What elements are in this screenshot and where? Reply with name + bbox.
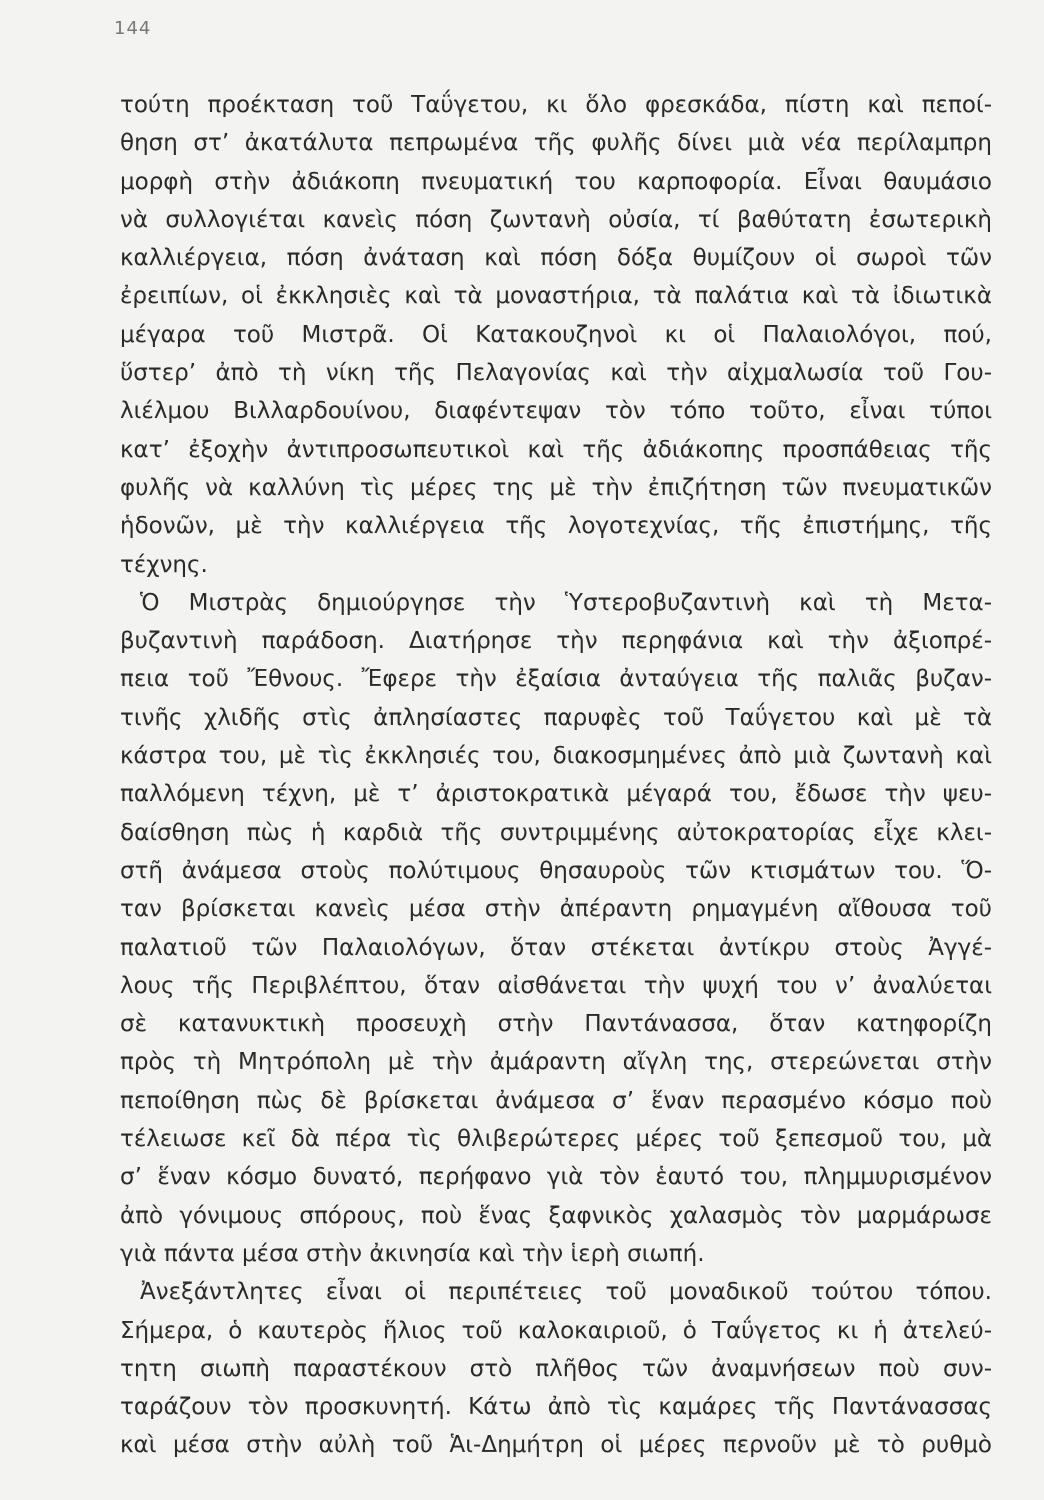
text-line: δαίσθηση πὼς ἡ καρδιὰ τῆς συντριμμένης αὐτοκρατορίας εἶχε κλει- (120, 819, 992, 846)
text-line: ταν βρίσκεται κανεὶς μέσα στὴν ἀπέραντη ρημαγμένη αἴθουσα τοῦ (120, 896, 992, 923)
text-line: καλλιέργεια, πόση ἀνάταση καὶ πόση δόξα θυμίζουν οἱ σωροὶ τῶν (120, 245, 992, 272)
text-line: τινῆς χλιδῆς στὶς ἀπλησίαστες παρυφὲς τοῦ Ταΰγετου καὶ μὲ τὰ (120, 704, 992, 731)
text-line: παλλόμενη τέχνη, μὲ τ’ ἀριστοκρατικὰ μέγαρά του, ἔδωσε τὴν ψευ- (120, 781, 992, 808)
text-line: κατ’ ἐξοχὴν ἀντιπροσωπευτικοὶ καὶ τῆς ἀδιάκοπης προσπάθειας τῆς (120, 436, 992, 463)
text-line: Ὁ Μιστρὰς δημιούργησε τὴν Ὑστεροβυζαντινὴ καὶ τὴ Μετα- (140, 589, 992, 616)
text-line: σὲ κατανυκτικὴ προσευχὴ στὴν Παντάνασσα, ὅταν κατηφορίζη (120, 1011, 992, 1038)
text-line: λιέλμου Βιλλαρδουίνου, διαφέντεψαν τὸν τόπο τοῦτο, εἶναι τύποι (120, 398, 992, 425)
text-line: ὕστερ’ ἀπὸ τὴ νίκη τῆς Πελαγονίας καὶ τὴν αἰχμαλωσία τοῦ Γου- (120, 360, 992, 387)
text-line: μέγαρα τοῦ Μιστρᾶ. Οἱ Κατακουζηνοὶ κι οἱ Παλαιολόγοι, πού, (120, 321, 992, 348)
text-line: σ’ ἕναν κόσμο δυνατό, περήφανο γιὰ τὸν ἑαυτό του, πλημμυρισμένον (120, 1164, 992, 1191)
text-line: κάστρα του, μὲ τὶς ἐκκλησιές του, διακοσμημένες ἀπὸ μιὰ ζωντανὴ καὶ (120, 743, 992, 770)
text-line: φυλῆς νὰ καλλύνη τὶς μέρες της μὲ τὴν ἐπιζήτηση τῶν πνευματικῶν (120, 474, 992, 501)
text-line: πεποίθηση πὼς δὲ βρίσκεται ἀνάμεσα σ’ ἕναν περασμένο κόσμο ποὺ (120, 1087, 992, 1114)
text-line: καὶ μέσα στὴν αὐλὴ τοῦ Ἁι-Δημήτρη οἱ μέρες περνοῦν μὲ τὸ ρυθμὸ (120, 1432, 992, 1459)
text-line: πρὸς τὴ Μητρόπολη μὲ τὴν ἀμάραντη αἴγλη της, στερεώνεται στὴν (120, 1049, 992, 1076)
text-line: τέλειωσε κεῖ δὰ πέρα τὶς θλιβερώτερες μέρες τοῦ ξεπεσμοῦ του, μὰ (120, 1126, 992, 1153)
text-line: λους τῆς Περιβλέπτου, ὅταν αἰσθάνεται τὴν ψυχή του ν’ ἀναλύεται (120, 972, 992, 999)
text-line: βυζαντινὴ παράδοση. Διατήρησε τὴν περηφάνια καὶ τὴν ἀξιοπρέ- (120, 628, 992, 655)
text-line: τητη σιωπὴ παραστέκουν στὸ πλῆθος τῶν ἀναμνήσεων ποὺ συν- (120, 1355, 992, 1382)
text-line: μορφὴ στὴν ἀδιάκοπη πνευματική του καρποφορία. Εἶναι θαυμάσιο (120, 168, 992, 195)
text-line: Σήμερα, ὁ καυτερὸς ἥλιος τοῦ καλοκαιριοῦ, ὁ Ταΰγετος κι ἡ ἀτελεύ- (120, 1317, 992, 1344)
text-line: τούτη προέκταση τοῦ Ταΰγετου, κι ὅλο φρεσκάδα, πίστη καὶ πεποί- (120, 92, 992, 118)
text-line: ταράζουν τὸν προσκυνητή. Κάτω ἀπὸ τὶς καμάρες τῆς Παντάνασσας (120, 1394, 992, 1421)
text-line: θηση στ’ ἀκατάλυτα πεπρωμένα τῆς φυλῆς δίνει μιὰ νέα περίλαμπρη (120, 130, 992, 157)
text-line: παλατιοῦ τῶν Παλαιολόγων, ὅταν στέκεται ἀντίκρυ στοὺς Ἀγγέ- (120, 934, 992, 961)
text-line: πεια τοῦ Ἔθνους. Ἔφερε τὴν ἐξαίσια ἀνταύγεια τῆς παλιᾶς βυζαν- (120, 666, 992, 693)
text-line: ἡδονῶν, μὲ τὴν καλλιέργεια τῆς λογοτεχνίας, τῆς ἐπιστήμης, τῆς (120, 513, 992, 540)
text-line: τέχνης. (120, 551, 208, 578)
text-line: στῆ ἀνάμεσα στοὺς πολύτιμους θησαυροὺς τῶν κτισμάτων του. Ὅ- (120, 857, 992, 884)
text-line: νὰ συλλογιέται κανεὶς πόση ζωντανὴ οὐσία, τί βαθύτατη ἐσωτερικὴ (120, 206, 992, 233)
text-line: Ἀνεξάντλητες εἶναι οἱ περιπέτειες τοῦ μοναδικοῦ τούτου τόπου. (140, 1279, 992, 1306)
text-line: γιὰ πάντα μέσα στὴν ἀκινησία καὶ τὴν ἱερὴ σιωπή. (120, 1240, 705, 1267)
page-number: 144 (114, 18, 152, 39)
text-body (120, 86, 992, 1465)
text-line: ἀπὸ γόνιμους σπόρους, ποὺ ἕνας ξαφνικὸς χαλασμὸς τὸν μαρμάρωσε (120, 1202, 992, 1229)
text-line: ἐρειπίων, οἱ ἐκκλησιὲς καὶ τὰ μοναστήρια, τὰ παλάτια καὶ τὰ ἰδιωτικὰ (120, 283, 992, 310)
